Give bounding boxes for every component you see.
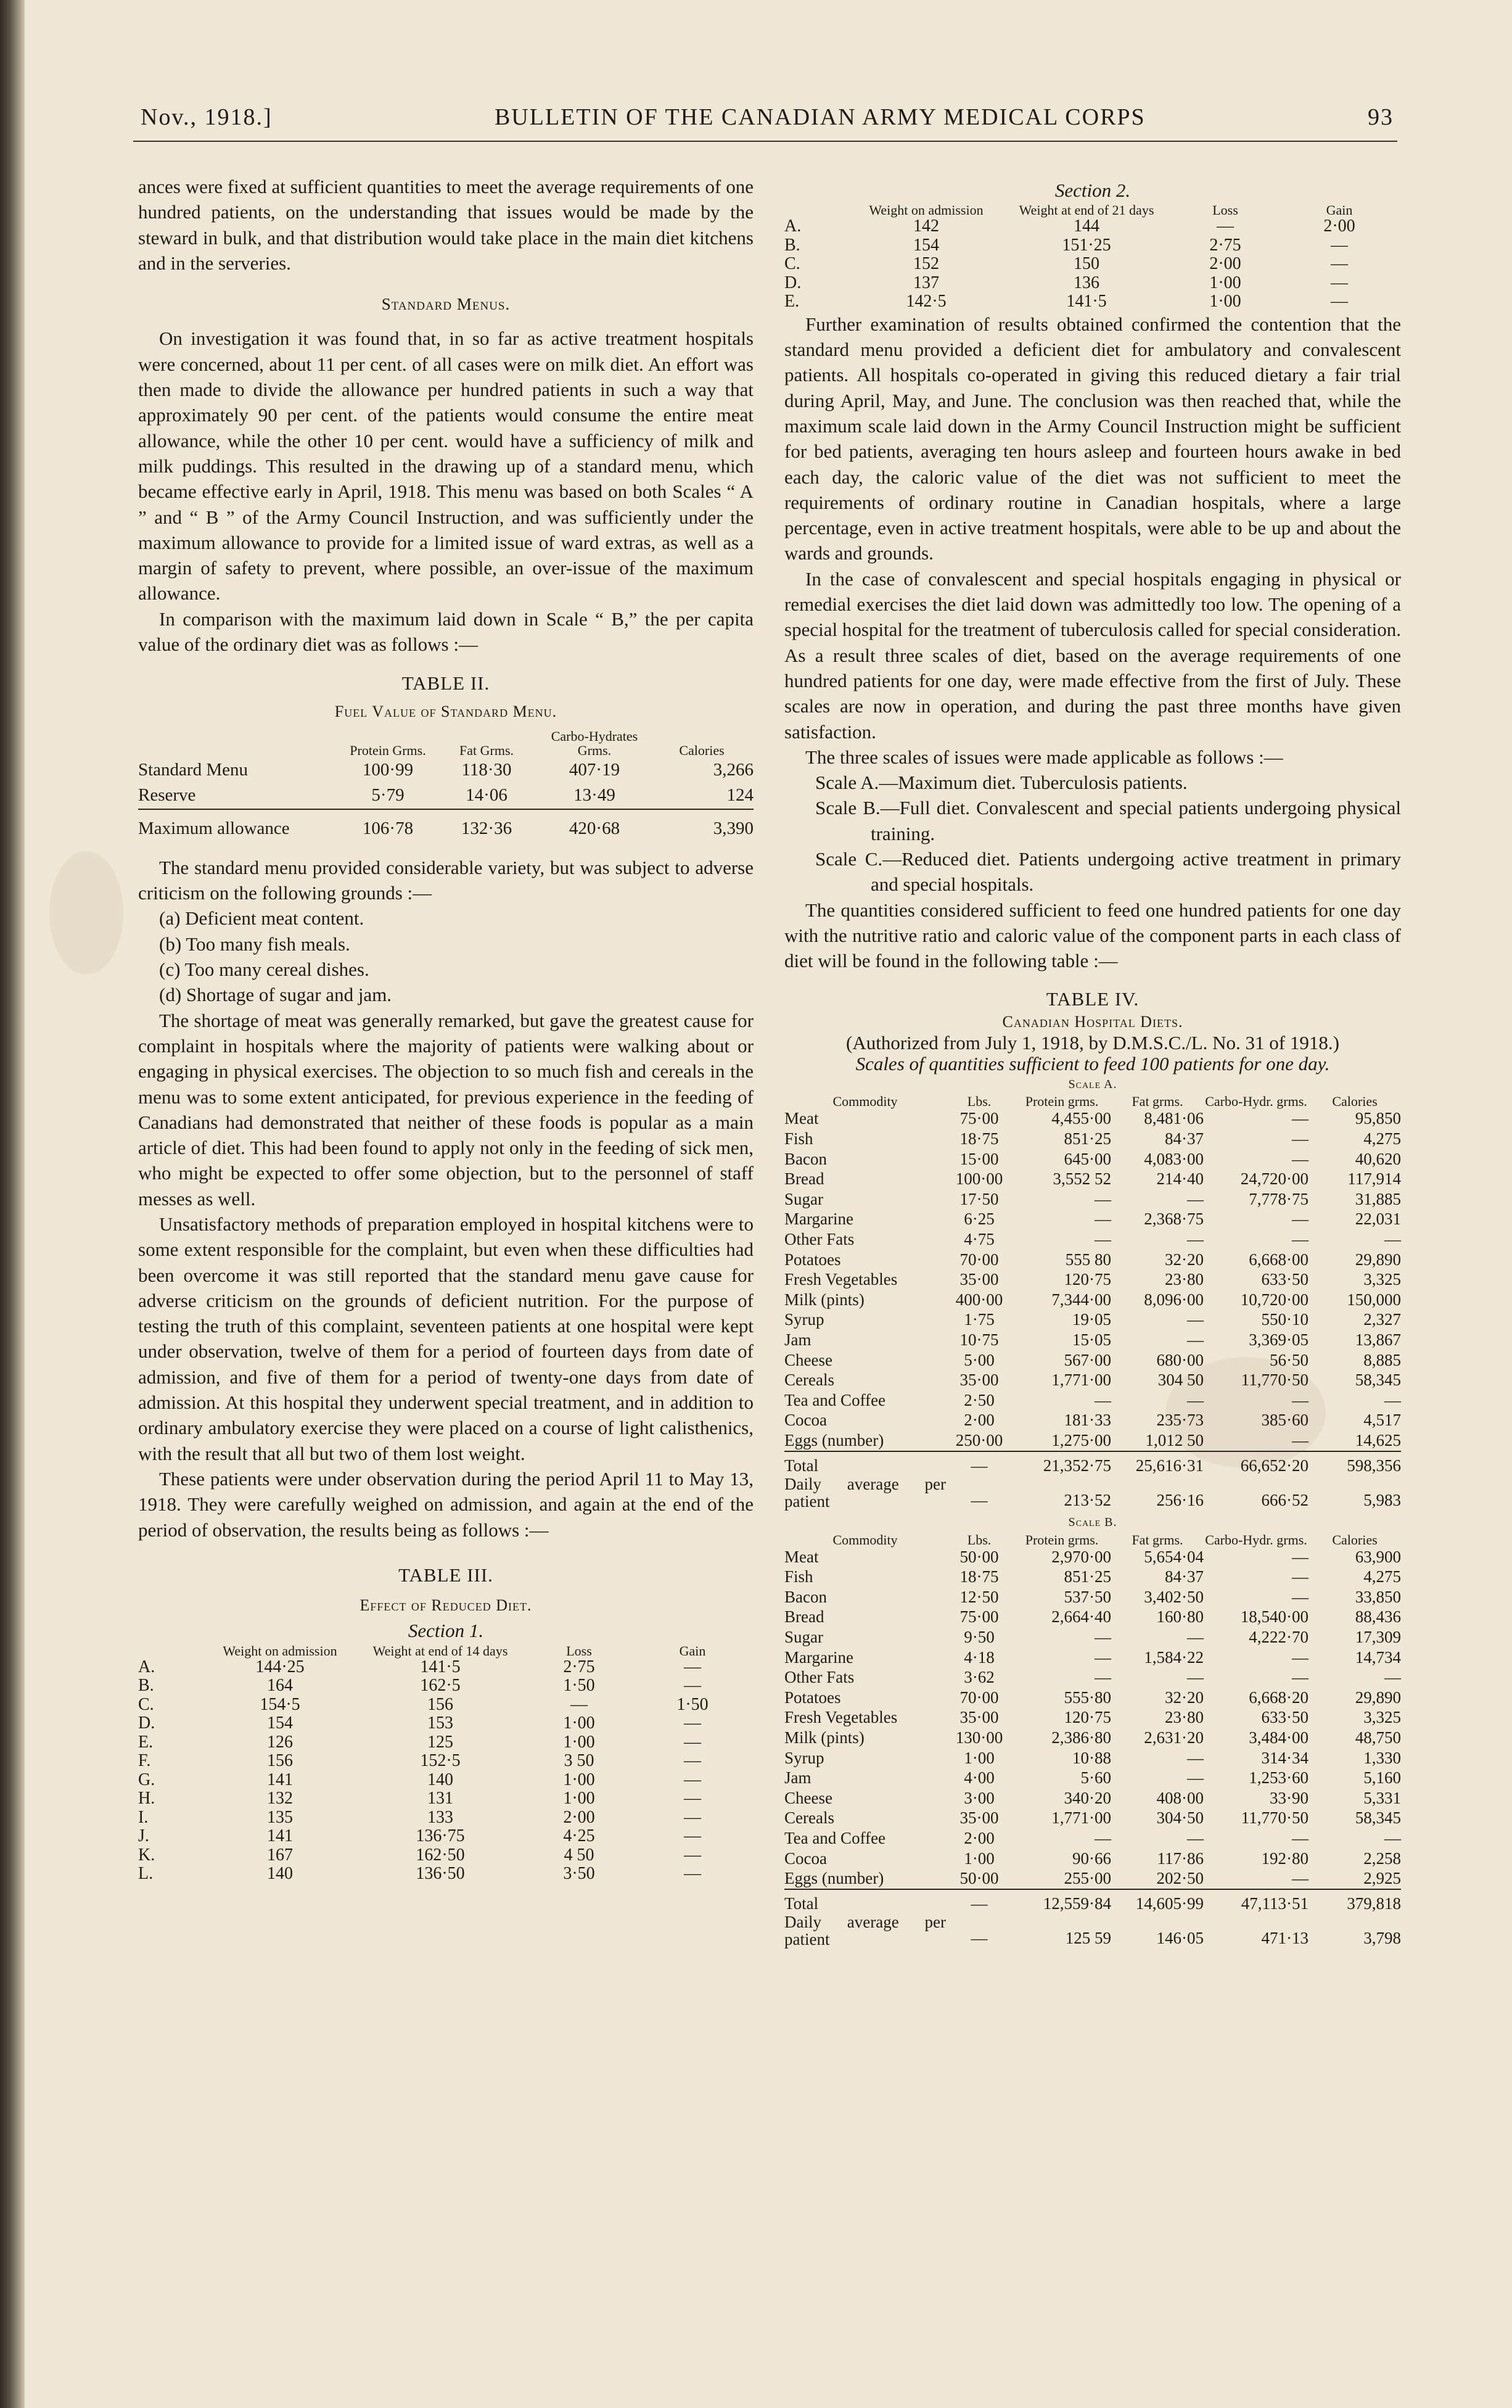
table-row: D. 137 136 1·00 — <box>784 273 1348 292</box>
table-row: Tea and Coffee 2·50 — — — — <box>784 1390 1401 1409</box>
table-subtitle: Fuel Value of Standard Menu. <box>334 702 557 720</box>
header-rule <box>133 141 1397 142</box>
table-row: Fish 18·75 851·25 84·37 — 4,275 <box>784 1129 1401 1148</box>
col-header: Fat grms. <box>1132 1094 1183 1110</box>
book-spine <box>0 0 25 2408</box>
table-row: Other Fats 3·62 — — — — <box>784 1668 1401 1687</box>
paragraph: The shortage of meat was generally remarked, but gave the greatest cause for complaint in hospitals where the majority of patients were walking about or engaging in physical exercises. The objection to so much fish and cereals in the menu was to some extent anticipated, for previous experience in the feeding of Canadians had demonstrated that neither of these foods is popular as a main article of diet. This had been found to apply not only in the feeding of sick men, who might be expected to offer some objection, but to the personnel of staff messes as well. <box>138 1009 754 1210</box>
table-row: Cocoa 1·00 90·66 117·86 192·80 2,258 <box>784 1849 1401 1868</box>
table-row: Meat 75·00 4,455·00 8,481·06 — 95,850 <box>784 1109 1401 1128</box>
table-row: D. 154 153 1·00 — <box>138 1713 701 1733</box>
table-title: TABLE IV. <box>1046 988 1140 1010</box>
table-row: B. 164 162·5 1·50 — <box>138 1676 701 1696</box>
table-row: Jam 10·75 15·05 — 3,369·05 13,867 <box>784 1330 1401 1349</box>
table-row: L. 140 136·50 3·50 — <box>138 1864 701 1884</box>
table-row: Potatoes 70·00 555 80 32·20 6,668·00 29,890 <box>784 1250 1401 1269</box>
paragraph: Unsatisfactory methods of preparation employed in hospital kitchens were to some extent responsible for the complaint, but even when these difficulties had been overcome it was still reported that the standard menu gave cause for adverse criticism on the grounds of deficient nutrition. For the purpose of testing the truth of this complaint, seventeen patients at one hospital were kept under observation, twelve of them for a period of fourteen days from date of admission, and five of them for a period of twenty-one days from date of admission. At this hospital they underwent special treatment, and in addition to ordinary ambulatory exercise they were placed on a course of light calisthenics, with the result that all but two of them lost weight. <box>138 1213 754 1464</box>
section-label: Section 2. <box>1054 179 1131 201</box>
col-header: Calories <box>679 742 725 758</box>
table-row: Sugar 9·50 — — 4,222·70 17,309 <box>784 1628 1401 1647</box>
table-row: Milk (pints) 130·00 2,386·80 2,631·20 3,484·00 48,750 <box>784 1728 1401 1747</box>
col-header: Calories <box>1332 1532 1378 1548</box>
table-title: TABLE III. <box>398 1564 493 1586</box>
table-row: Tea and Coffee 2·00 — — — — <box>784 1829 1401 1847</box>
col-header: Commodity <box>832 1532 898 1548</box>
scale-label: Scale A. <box>1068 1077 1117 1091</box>
col-header: Gain <box>679 1643 706 1659</box>
list-item: (a) Deficient meat content. <box>159 907 364 930</box>
col-header: Weight on admission <box>869 202 984 218</box>
col-header: Commodity <box>832 1094 898 1110</box>
table-row: Margarine 4·18 — 1,584·22 — 14,734 <box>784 1647 1401 1667</box>
col-header: Protein Grms. <box>350 742 426 758</box>
table-row: Fresh Vegetables 35·00 120·75 23·80 633·50 3,325 <box>784 1270 1401 1289</box>
col-header: Loss <box>566 1643 592 1659</box>
paragraph: The standard menu provided considerable variety, but was subject to adverse criticism on the following grounds :— <box>138 856 754 904</box>
table-row: Fish 18·75 851·25 84·37 — 4,275 <box>784 1567 1401 1586</box>
table-row: Margarine 6·25 — 2,368·75 — 22,031 <box>784 1210 1401 1229</box>
fuel-value-table <box>138 729 754 841</box>
page-number: 93 <box>1367 104 1394 130</box>
table-row: K. 167 162·50 4 50 — <box>138 1845 701 1865</box>
table-row: H. 132 131 1·00 — <box>138 1789 701 1808</box>
table-row: Jam 4·00 5·60 — 1,253·60 5,160 <box>784 1768 1401 1787</box>
table-row: Potatoes 70·00 555·80 32·20 6,668·20 29,890 <box>784 1688 1401 1707</box>
table-row: Syrup 1·75 19·05 — 550·10 2,327 <box>784 1310 1401 1329</box>
list-item: (c) Too many cereal dishes. <box>159 959 369 981</box>
scale-item: Scale B.—Full diet. Convalescent and special patients undergoing physical training. <box>815 797 1401 844</box>
paragraph: These patients were under observation during the period April 11 to May 13, 1918. They were carefully weighed on admission, and again at the end of the period of observation, the results being as follows :— <box>138 1467 754 1541</box>
table-row: E. 142·5 141·5 1·00 — <box>784 292 1348 311</box>
table-row: Meat 50·00 2,970·00 5,654·04 — 63,900 <box>784 1547 1401 1566</box>
section-label: Section 1. <box>408 1620 484 1642</box>
paragraph: Further examination of results obtained confirmed the contention that the standard menu provided a deficient diet for ambulatory and convalescent patients. All hospitals co-operated in giving this reduced dietary a fair trial during April, May, and June. The conclusion was then reached that, while the maximum scale laid down in the Army Council Instruction might be sufficient for bed patients, averaging ten hours asleep and fourteen hours awake in bed each day, the caloric value of the diet was not sufficient to meet the requirements of ordinary routine in Canadian hospitals, where a large percentage, even in active treatment hospitals, were able to be up and about the wards and grounds. <box>784 313 1401 564</box>
table-row: Bread 100·00 3,552 52 214·40 24,720·00 117,914 <box>784 1169 1401 1189</box>
table-subtitle: Canadian Hospital Diets. <box>1002 1012 1183 1031</box>
section-heading: Standard Menus. <box>381 295 511 314</box>
table-title: TABLE II. <box>401 672 490 695</box>
table-average-row: Daily average per patient — 213·52 256·16 666·52 5,983 <box>784 1475 1401 1511</box>
list-item: (d) Shortage of sugar and jam. <box>159 984 392 1006</box>
col-header: Loss <box>1212 202 1238 218</box>
col-header: Weight on admission <box>223 1643 337 1659</box>
col-header: Weight at end of 21 days <box>1019 202 1154 218</box>
table-row: Standard Menu 100·99 118·30 407·19 3,266 <box>138 759 754 780</box>
scale-label: Scale B. <box>1068 1515 1117 1530</box>
scale-item: Scale A.—Maximum diet. Tuberculosis patients. <box>815 772 1188 794</box>
reduced-diet-section1-table <box>138 1644 754 1884</box>
col-header: Carbo-Hydr. grms. <box>1205 1532 1307 1548</box>
table-row: Sugar 17·50 — — 7,778·75 31,885 <box>784 1189 1401 1208</box>
col-header: Gain <box>1326 202 1353 218</box>
paragraph: The quantities considered sufficient to feed one hundred patients for one day with the nutritive ratio and caloric value of the component parts in each class of diet will be found in the following table :— <box>784 899 1401 972</box>
table-row: E. 126 125 1·00 — <box>138 1732 701 1752</box>
paragraph: On investigation it was found that, in so far as active treatment hospitals were concerned, about 11 per cent. of all cases were on milk diet. An effort was then made to divide the allowance per hundred patients in such a way that approximately 90 per cent. of the patients would consume the entire meat allowance, while the other 10 per cent. would have a sufficiency of milk and milk puddings. This resulted in the drawing up of a standard menu, which became effective early in April, 1918. This menu was based on both Scales “ A ” and “ B ” of the Army Council Instruction, and was sufficiently under the maximum allowance to provide for a limited issue of ward extras, as well as a margin of safety to prevent, where possible, an over-issue of the maximum allowance. <box>138 328 754 604</box>
table-row: Cereals 35·00 1,771·00 304·50 11,770·50 58,345 <box>784 1808 1401 1828</box>
col-header: Fat Grms. <box>459 742 514 758</box>
scale-item: Scale C.—Reduced diet. Patients undergoing active treatment in primary and special hospitals. <box>815 848 1401 896</box>
table-row: G. 141 140 1·00 — <box>138 1770 701 1789</box>
table-row: Cheese 3·00 340·20 408·00 33·90 5,331 <box>784 1788 1401 1807</box>
col-header: Calories <box>1332 1094 1378 1110</box>
table-row: Bread 75·00 2,664·40 160·80 18,540·00 88,436 <box>784 1607 1401 1627</box>
right-column <box>784 178 1401 1948</box>
table-total-row: Total — 21,352·75 25,616·31 66,652·20 598,356 <box>784 1451 1401 1476</box>
col-header: Weight at end of 14 days <box>372 1643 508 1659</box>
hospital-diets-table <box>784 1074 1401 1948</box>
col-header: Protein grms. <box>1025 1094 1099 1110</box>
table-row: Milk (pints) 400·00 7,344·00 8,096·00 10,720·00 150,000 <box>784 1290 1401 1309</box>
col-header: Lbs. <box>967 1094 992 1110</box>
table-row: Cheese 5·00 567·00 680·00 56·50 8,885 <box>784 1350 1401 1369</box>
table-row: Syrup 1·00 10·88 — 314·34 1,330 <box>784 1748 1401 1767</box>
table-row: Reserve 5·79 14·06 13·49 124 <box>138 785 754 806</box>
col-header: Protein grms. <box>1025 1532 1099 1548</box>
table-authorization: (Authorized from July 1, 1918, by D.M.S.C./L. No. 31 of 1918.) <box>846 1031 1339 1054</box>
left-column <box>138 174 754 1884</box>
list-item: (b) Too many fish meals. <box>159 933 350 955</box>
table-row: Cocoa 2·00 181·33 235·73 385·60 4,517 <box>784 1411 1401 1430</box>
col-header: Carbo-Hydrates Grms. <box>551 728 638 758</box>
table-row: C. 154·5 156 — 1·50 <box>138 1694 709 1714</box>
table-row: Bacon 12·50 537·50 3,402·50 — 33,850 <box>784 1587 1401 1606</box>
table-row: Eggs (number) 50·00 255·00 202·50 — 2,925 <box>784 1869 1401 1888</box>
col-header: Lbs. <box>967 1532 992 1548</box>
table-row: Other Fats 4·75 — — — — <box>784 1229 1401 1248</box>
table-row: Eggs (number) 250·00 1,275·00 1,012 50 — 14,625 <box>784 1430 1401 1449</box>
table-total-row: Maximum allowance 106·78 132·36 420·68 3,390 <box>138 809 754 841</box>
table-average-row: Daily average per patient — 125 59 146·05 471·13 3,798 <box>784 1913 1401 1949</box>
header-title: BULLETIN OF THE CANADIAN ARMY MEDICAL CORPS <box>494 104 1146 130</box>
table-row: Bacon 15·00 645·00 4,083·00 — 40,620 <box>784 1149 1401 1168</box>
table-row: I. 135 133 2·00 — <box>138 1807 701 1827</box>
table-total-row: Total — 12,559·84 14,605·99 47,113·51 379,818 <box>784 1889 1401 1914</box>
header-date: Nov., 1918.] <box>141 104 273 130</box>
table-row: B. 154 151·25 2·75 — <box>784 235 1348 255</box>
paragraph: In comparison with the maximum laid down in Scale “ B,” the per capita value of the ordinary diet was as follows :— <box>138 608 754 656</box>
col-header: Fat grms. <box>1132 1532 1183 1548</box>
paragraph: In the case of convalescent and special hospitals engaging in physical or remedial exercises the diet laid down was admittedly too low. The opening of a special hospital for the treatment of tuberculosis called for special consideration. As a result three scales of diet, based on the average requirements of one hundred patients for one day, were made effective from the first of July. These scales are now in operation, and during the past three months have given satisfaction. <box>784 567 1401 743</box>
table-row: Cereals 35·00 1,771·00 304 50 11,770·50 58,345 <box>784 1371 1401 1390</box>
table-description: Scales of quantities sufficient to feed 100 patients for one day. <box>855 1052 1330 1074</box>
table-subtitle: Effect of Reduced Diet. <box>360 1596 532 1615</box>
running-header <box>141 104 1394 136</box>
col-header: Carbo-Hydr. grms. <box>1205 1094 1307 1110</box>
table-row: J. 141 136·75 4·25 — <box>138 1826 701 1846</box>
table-row: Fresh Vegetables 35·00 120·75 23·80 633·50 3,325 <box>784 1708 1401 1727</box>
table-row: C. 152 150 2·00 — <box>784 254 1348 274</box>
paragraph: The three scales of issues were made applicable as follows :— <box>805 746 1283 768</box>
table-row: F. 156 152·5 3 50 — <box>138 1751 701 1771</box>
table-row: A. 144·25 141·5 2·75 — <box>138 1657 701 1676</box>
paragraph: ances were fixed at sufficient quantities to meet the average requirements of one hundred patients, on the understanding that issues would be made by the steward in bulk, and that distribution would take place in the main diet kitchens and in the serveries. <box>138 176 754 274</box>
table-row: A. 142 144 — 2·00 <box>784 216 1355 236</box>
reduced-diet-section2-table <box>784 203 1401 311</box>
